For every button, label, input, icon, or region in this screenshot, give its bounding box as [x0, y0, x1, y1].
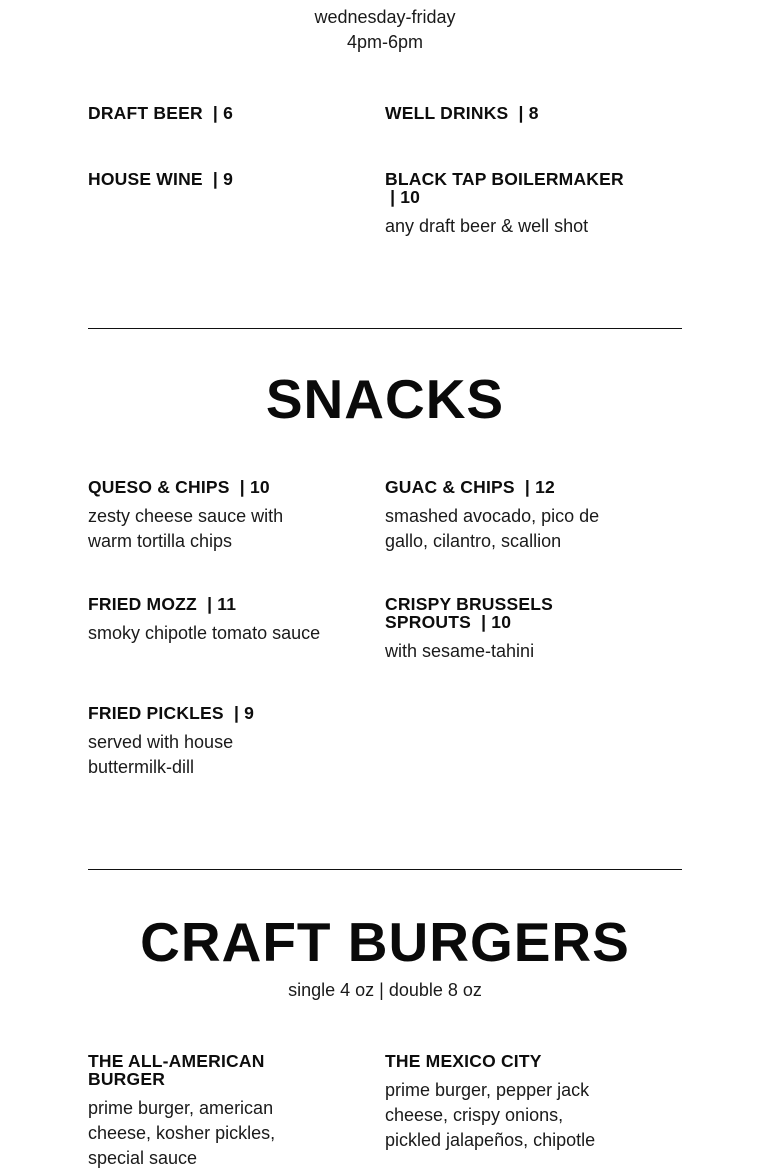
item-title	[385, 170, 625, 206]
happy-hour-hours: 4pm-6pm	[346, 32, 424, 52]
item-title	[88, 595, 328, 613]
menu-item	[88, 104, 328, 122]
section-divider	[88, 869, 682, 870]
menu-item	[88, 170, 328, 188]
section-subtitle: single 4 oz | double 8 oz	[288, 980, 482, 1000]
menu-item	[385, 478, 625, 554]
item-title	[385, 104, 625, 122]
item-name: THE ALL-AMERICAN BURGER	[88, 1051, 265, 1089]
item-price: | 6	[212, 103, 233, 123]
item-description: prime burger, pepper jack cheese, crispy onions, pickled jalapeños, chipotle	[385, 1080, 596, 1150]
menu-item	[385, 104, 625, 122]
item-title	[385, 1052, 610, 1070]
item-price: | 10	[481, 612, 512, 632]
item-name: GUAC & CHIPS	[385, 477, 515, 497]
menu-item	[88, 704, 318, 780]
item-name: WELL DRINKS	[385, 103, 509, 123]
item-description: zesty cheese sauce with warm tortilla chips	[88, 506, 284, 551]
item-title	[88, 1052, 318, 1088]
item-name: FRIED PICKLES	[88, 703, 224, 723]
menu-item	[88, 595, 328, 646]
item-name: HOUSE WINE	[88, 169, 203, 189]
section-divider	[88, 328, 682, 329]
item-description: smoky chipotle tomato sauce	[88, 623, 321, 643]
item-price: | 9	[233, 703, 255, 723]
happy-hour-days: wednesday-friday	[314, 7, 456, 27]
item-description: smashed avocado, pico de gallo, cilantro, scallion	[385, 506, 600, 551]
item-name: DRAFT BEER	[88, 103, 203, 123]
item-price: | 10	[239, 477, 270, 497]
item-price: | 10	[390, 187, 421, 207]
item-title	[88, 170, 328, 188]
section-title-snacks: SNACKS	[265, 368, 505, 430]
item-name: FRIED MOZZ	[88, 594, 197, 614]
item-description: prime burger, american cheese, kosher pickles, special sauce	[88, 1098, 276, 1168]
item-name: BLACK TAP BOILERMAKER	[385, 169, 624, 189]
menu-item	[385, 1052, 610, 1153]
item-name: QUESO & CHIPS	[88, 477, 230, 497]
item-title	[385, 595, 605, 631]
menu-item	[88, 1052, 318, 1171]
menu-item	[88, 478, 328, 554]
item-description: any draft beer & well shot	[385, 216, 589, 236]
item-name: THE MEXICO CITY	[385, 1051, 542, 1071]
item-price: | 11	[207, 594, 237, 614]
item-price: | 8	[518, 103, 539, 123]
item-title	[88, 104, 328, 122]
item-description: served with house buttermilk-dill	[88, 732, 234, 777]
item-title	[88, 704, 318, 722]
item-description: with sesame-tahini	[385, 641, 535, 661]
item-title	[88, 478, 328, 496]
section-title-craft-burgers: CRAFT BURGERS	[140, 911, 630, 973]
item-price: | 12	[524, 477, 555, 497]
menu-item	[385, 595, 605, 664]
item-name: CRISPY BRUSSELS SPROUTS	[385, 594, 553, 632]
menu-item	[385, 170, 625, 239]
item-title	[385, 478, 625, 496]
item-price: | 9	[212, 169, 234, 189]
